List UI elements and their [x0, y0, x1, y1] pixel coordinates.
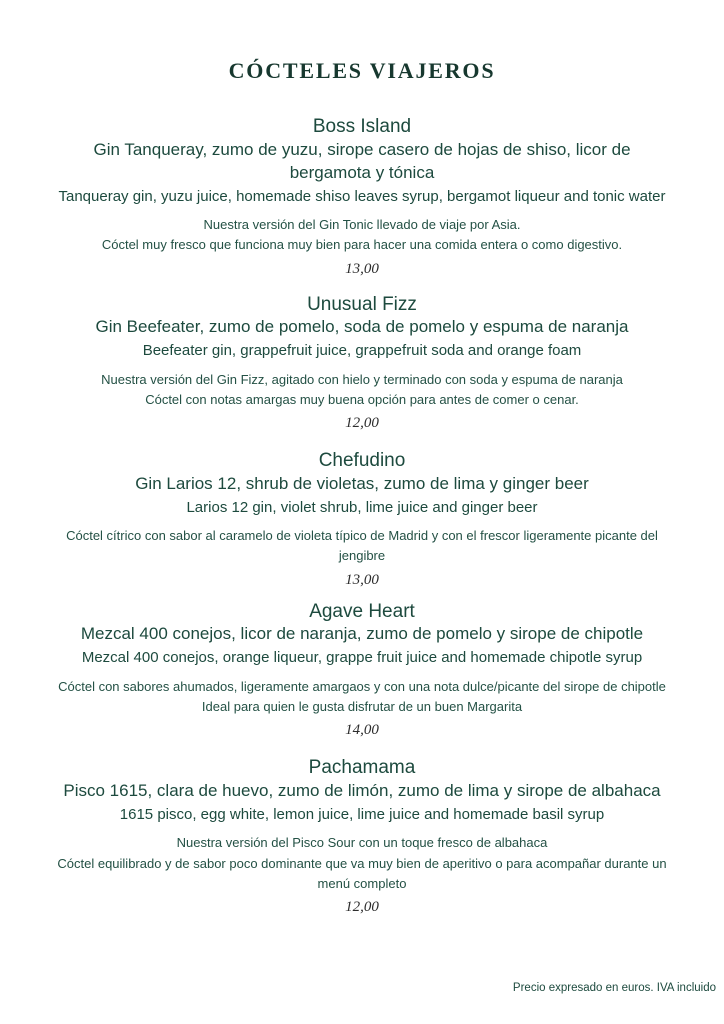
cocktail-section-chefudino: [0, 450, 724, 589]
cocktail-note: Nuestra versión del Pisco Sour con un toque fresco de albahaca: [176, 835, 548, 851]
cocktail-note: Cóctel cítrico con sabor al caramelo de violeta típico de Madrid y con el frescor ligeramente picante del jengibre: [66, 528, 658, 564]
cocktail-name: Agave Heart: [309, 600, 415, 622]
cocktail-ingredients-en: Tanqueray gin, yuzu juice, homemade shiso leaves syrup, bergamot liqueur and tonic water: [58, 187, 666, 205]
cocktail-ingredients-es: Gin Larios 12, shrub de violetas, zumo de lima y ginger beer: [135, 473, 589, 493]
cocktail-note: Nuestra versión del Gin Tonic llevado de viaje por Asia.: [203, 217, 521, 233]
cocktail-section-unusual-fizz: [0, 294, 724, 433]
cocktail-notes: [0, 677, 724, 717]
cocktail-price: 13,00: [345, 260, 379, 277]
cocktail-note: Cóctel con notas amargas muy buena opción para antes de comer o cenar.: [145, 391, 579, 407]
cocktail-price: 12,00: [345, 898, 379, 915]
cocktail-name: Boss Island: [312, 116, 412, 137]
cocktail-ingredients-en: Larios 12 gin, violet shrub, lime juice and ginger beer: [186, 498, 538, 516]
cocktail-note: Cóctel equilibrado y de sabor poco dominante que va muy bien de aperitivo o para acompañar durante un menú completo: [57, 855, 667, 891]
page-title: CÓCTELES VIAJEROS: [228, 58, 496, 83]
cocktail-note: Cóctel muy fresco que funciona muy bien para hacer una comida entera o como digestivo.: [101, 237, 623, 253]
cocktail-notes: [0, 215, 724, 255]
cocktail-note: Cóctel con sabores ahumados, ligeramente amargaos y con una nota dulce/picante del sirope de chipotle: [58, 678, 666, 694]
cocktail-name: Pachamama: [308, 757, 416, 779]
cocktail-notes: [0, 833, 724, 893]
cocktail-section-pachamama: [0, 757, 724, 916]
cocktail-note: Ideal para quien le gusta disfrutar de un buen Margarita: [201, 699, 523, 715]
cocktail-name: Chefudino: [318, 450, 406, 472]
cocktail-name: Unusual Fizz: [307, 293, 417, 315]
cocktail-ingredients-en: Mezcal 400 conejos, orange liqueur, grappe fruit juice and homemade chipotle syrup: [81, 649, 643, 667]
cocktail-ingredients-es: Pisco 1615, clara de huevo, zumo de limón, zumo de lima y sirope de albahaca: [63, 781, 661, 801]
footer-price-disclaimer: Precio expresado en euros. IVA incluido: [512, 982, 716, 994]
cocktail-ingredients-en: Beefeater gin, grappefruit juice, grappefruit soda and orange foam: [142, 342, 582, 360]
cocktail-price: 14,00: [345, 722, 379, 739]
cocktail-ingredients-es: Mezcal 400 conejos, licor de naranja, zumo de pomelo y sirope de chipotle: [80, 624, 644, 644]
cocktail-ingredients-es: Gin Tanqueray, zumo de yuzu, sirope casero de hojas de shiso, licor de bergamota y tónica: [93, 139, 631, 182]
cocktail-notes: [0, 526, 724, 566]
cocktail-price: 12,00: [345, 415, 379, 432]
cocktail-ingredients-es: Gin Beefeater, zumo de pomelo, soda de pomelo y espuma de naranja: [95, 317, 629, 337]
cocktail-price: 13,00: [345, 571, 379, 588]
cocktail-notes: [0, 370, 724, 410]
cocktail-section-agave-heart: [0, 601, 724, 740]
cocktail-section-boss-island: [0, 116, 724, 278]
cocktail-note: Nuestra versión del Gin Fizz, agitado con hielo y terminado con soda y espuma de naranja: [101, 371, 623, 387]
cocktail-ingredients-en: 1615 pisco, egg white, lemon juice, lime juice and homemade basil syrup: [119, 805, 605, 823]
